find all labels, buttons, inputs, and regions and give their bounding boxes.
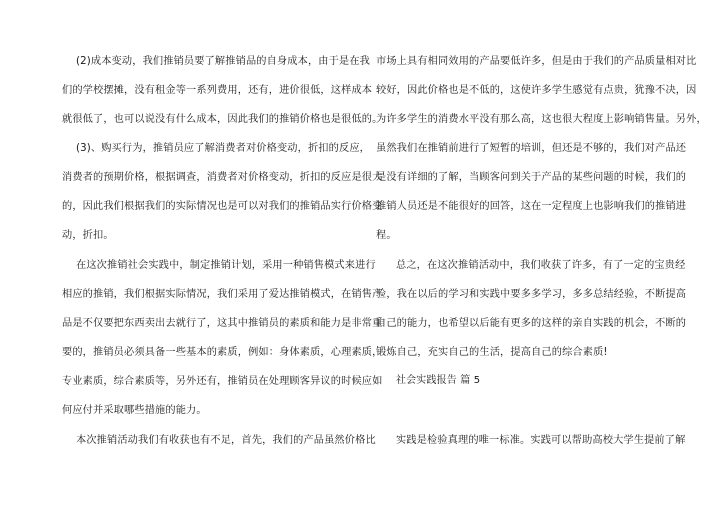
text-line: 消费者的预期价格，根据调查，消费者对价格变动，折扣的反应是很大 xyxy=(62,172,383,183)
text-line: 是没有详细的了解，当顾客问到关于产品的某些问题的时候，我们的 xyxy=(376,172,687,183)
text-line: 市场上具有相同效用的产品要低许多，但是由于我们的产品质量相对比 xyxy=(376,56,697,67)
text-line: 们的学校摆摊，没有租金等一系列费用，还有，进价很低，这样成本 xyxy=(62,85,373,96)
text-line: 总之，在这次推销活动中，我们收获了许多，有了一定的宝贵经 xyxy=(396,260,686,271)
text-line: 何应付并采取哪些措施的能力。 xyxy=(62,405,207,416)
text-line: 在这次推销社会实践中，制定推销计划，采用一种销售模式来进行 xyxy=(76,260,376,271)
text-line: 锻炼自己，充实自己的生活，提高自己的综合素质! xyxy=(376,347,608,358)
text-line: (2)成本变动，我们推销员要了解推销品的自身成本，由于是在我 xyxy=(76,56,370,67)
text-line: 就很低了，也可以说没有什么成本，因此我们的推销价格也是很低的。 xyxy=(62,114,383,125)
section-heading: 社会实践报告 篇 5 xyxy=(396,375,481,386)
text-line: 的，因此我们根据我们的实际情况也是可以对我们的推销品实行价格变 xyxy=(62,201,383,212)
text-line: 动，折扣。 xyxy=(62,230,114,241)
text-line: 验，我在以后的学习和实践中要多多学习，多多总结经验，不断提高 xyxy=(376,289,687,300)
text-line: 专业素质，综合素质等，另外还有，推销员在处理顾客异议的时候应如 xyxy=(62,376,383,387)
text-line: 虽然我们在推销前进行了短暂的培训，但还是不够的，我们对产品还 xyxy=(376,143,687,154)
text-line: 要的，推销员必须具备一些基本的素质，例如：身体素质，心理素质， xyxy=(62,347,383,358)
text-line: 推销人员还是不能很好的回答，这在一定程度上也影响我们的推销进 xyxy=(376,201,687,212)
text-line: (3)、购买行为，推销员应了解消费者对价格变动，折扣的反应， xyxy=(76,143,370,154)
text-line: 实践是检验真理的唯一标准。实践可以帮助高校大学生提前了解 xyxy=(396,435,686,446)
text-line: 本次推销活动我们有收获也有不足，首先，我们的产品虽然价格比 xyxy=(76,435,376,446)
text-line: 程。 xyxy=(376,230,397,241)
text-line: 自己的能力，也希望以后能有更多的这样的亲自实践的机会，不断的 xyxy=(376,318,687,329)
text-line: 相应的推销，我们根据实际情况，我们采用了爱达推销模式，在销售产 xyxy=(62,289,383,300)
text-line: 较好，因此价格也是不低的，这使许多学生感觉有点贵，犹豫不决，因 xyxy=(376,85,697,96)
text-line: 品是不仅要把东西卖出去就行了，这其中推销员的素质和能力是非常重 xyxy=(62,318,383,329)
text-line: 为许多学生的消费水平没有那么高，这也很大程度上影响销售量。另外， xyxy=(376,114,707,125)
